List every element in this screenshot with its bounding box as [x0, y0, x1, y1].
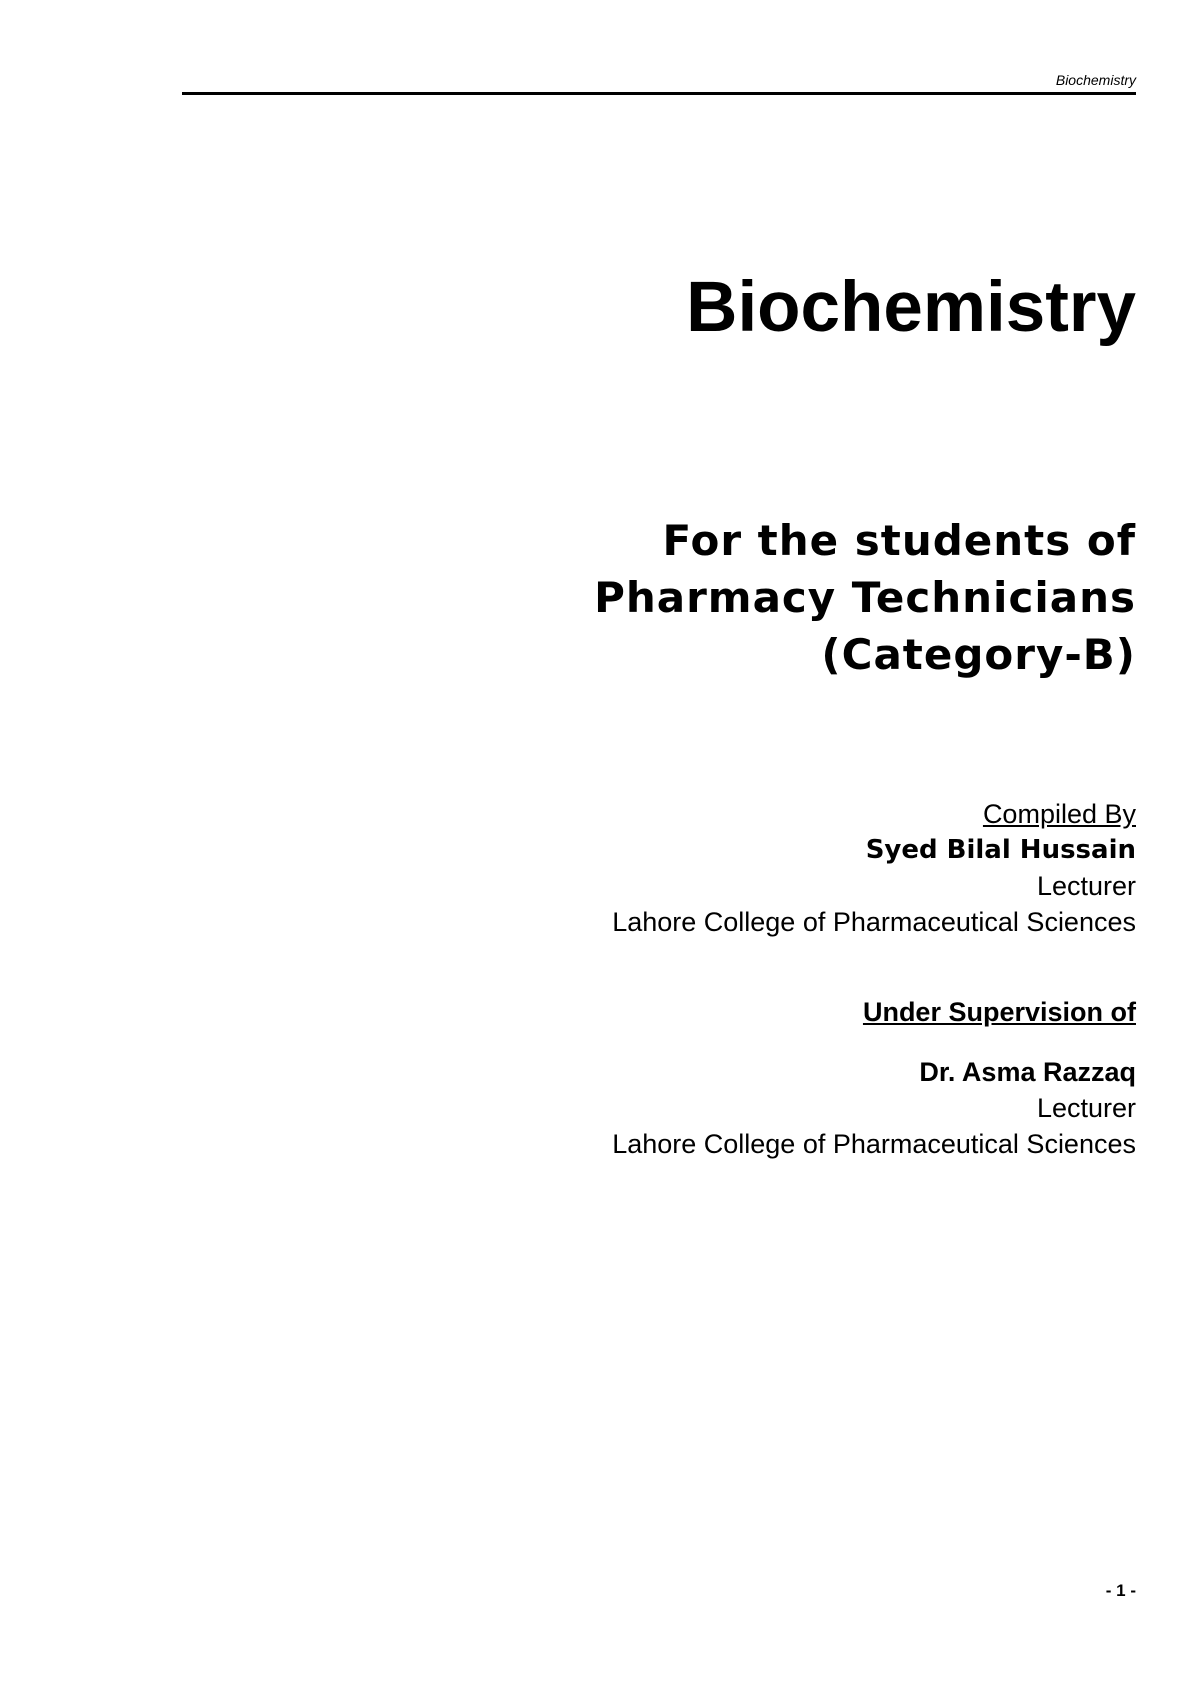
spacer [612, 940, 1136, 994]
supervision-heading: Under Supervision of [862, 997, 1136, 1027]
page-number: - 1 - [1105, 1581, 1136, 1600]
subtitle-line-2: Pharmacy Technicians [594, 573, 1136, 622]
running-header: Biochemistry [1055, 72, 1136, 88]
supervisor-name: Dr. Asma Razzaq [919, 1057, 1136, 1087]
subtitle-line-3: (Category-B) [821, 630, 1136, 679]
subtitle-line-1: For the students of [662, 516, 1136, 565]
compiled-by-heading: Compiled By [982, 799, 1136, 829]
document-title: Biochemistry [686, 268, 1136, 347]
compiler-institution: Lahore College of Pharmaceutical Sciences [612, 907, 1136, 937]
spacer [612, 1030, 1136, 1054]
supervisor-institution: Lahore College of Pharmaceutical Sciences [612, 1129, 1136, 1159]
compiler-role: Lecturer [1036, 871, 1136, 901]
header-rule [182, 92, 1136, 95]
supervisor-role: Lecturer [1036, 1093, 1136, 1123]
credits [612, 796, 1136, 1162]
subtitle [594, 512, 1136, 683]
compiler-name: Syed Bilal Hussain [865, 835, 1136, 865]
